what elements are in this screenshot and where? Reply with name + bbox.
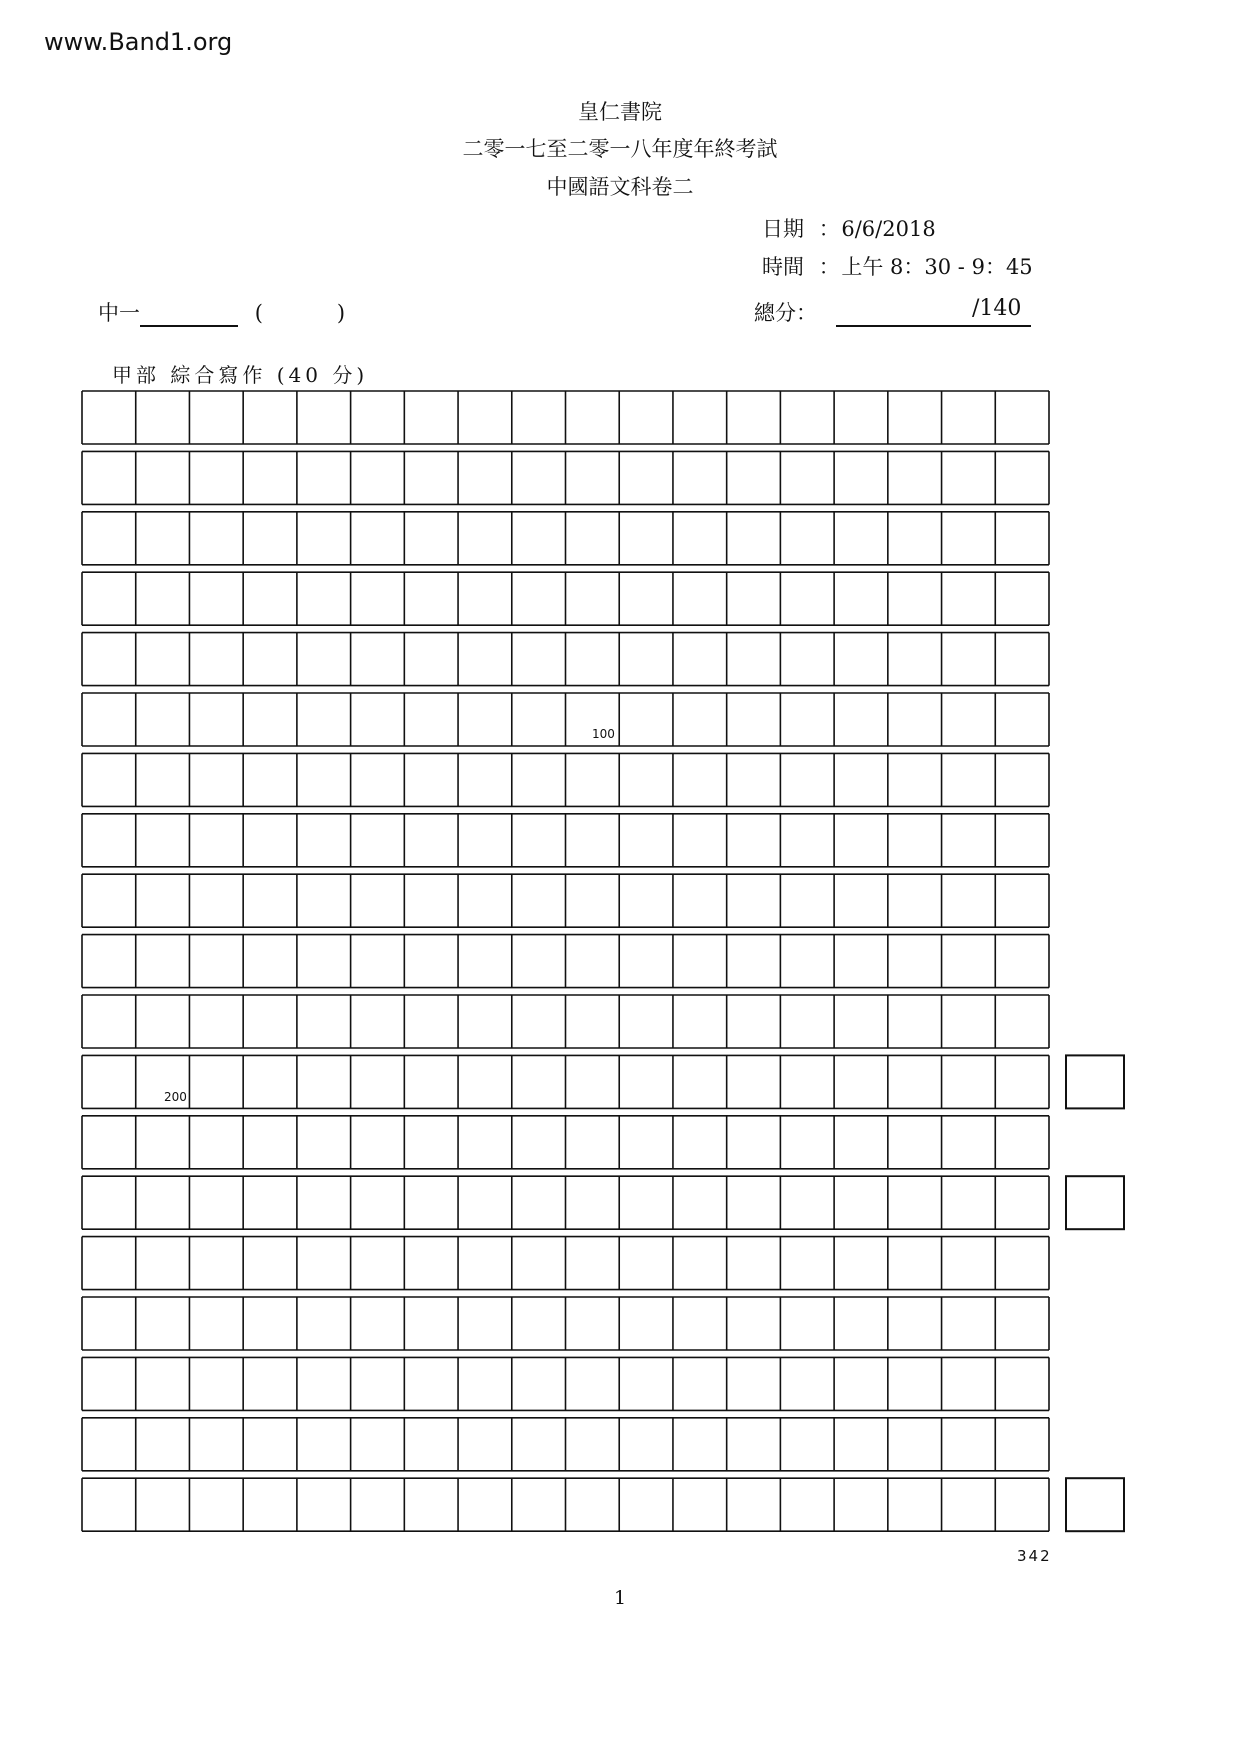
class-number-open-paren: ( bbox=[254, 301, 263, 325]
school-name: 皇仁書院 bbox=[578, 100, 662, 124]
grid-marker-200: 200 bbox=[164, 1090, 187, 1104]
score-box[interactable] bbox=[1066, 1055, 1124, 1108]
time-value: 上午 8：30 - 9：45 bbox=[841, 255, 1033, 279]
exam-title: 二零一七至二零一八年度年終考試 bbox=[462, 137, 778, 161]
time-separator: ： bbox=[818, 255, 840, 279]
date-separator: ： bbox=[818, 217, 840, 241]
class-prefix: 中一 bbox=[98, 301, 140, 325]
grid-marker-342: 342 bbox=[1017, 1547, 1052, 1565]
total-score-label: 總分： bbox=[754, 301, 817, 325]
date-value: 6/6/2018 bbox=[841, 217, 936, 241]
grid-marker-100: 100 bbox=[592, 727, 615, 741]
page-number: 1 bbox=[613, 1587, 627, 1609]
score-box[interactable] bbox=[1066, 1176, 1124, 1229]
class-number-close-paren: ) bbox=[336, 301, 346, 325]
total-score-value: /140 bbox=[972, 296, 1022, 321]
paper-title: 中國語文科卷二 bbox=[546, 175, 694, 199]
site-url[interactable]: www.Band1.org bbox=[44, 28, 233, 56]
date-label: 日期 bbox=[762, 217, 804, 241]
section-title: 甲部 綜合寫作 (40 分) bbox=[112, 363, 369, 387]
score-box[interactable] bbox=[1066, 1478, 1124, 1531]
time-label: 時間 bbox=[762, 255, 804, 279]
